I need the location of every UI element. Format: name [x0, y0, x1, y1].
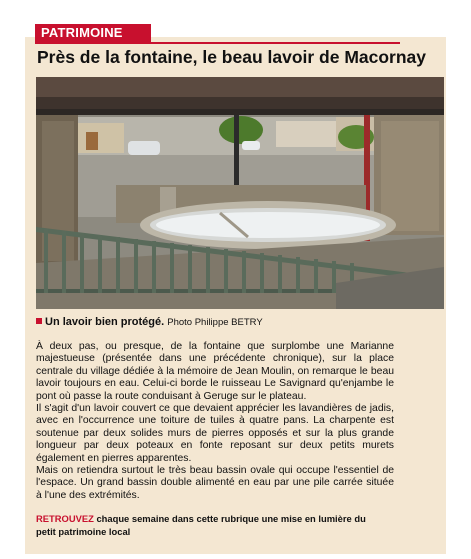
rubric-label: PATRIMOINE: [35, 24, 151, 42]
caption-bullet-icon: [36, 318, 42, 324]
footer-text: chaque semaine dans cette rubrique une mise en lumière du petit patrimoine local: [36, 513, 366, 537]
photo-caption: [36, 315, 444, 330]
rubric-footer: [36, 513, 366, 538]
footer-kicker: RETROUVEZ: [36, 513, 94, 524]
body-paragraph: À deux pas, ou presque, de la fontaine que surplombe une Marianne majestueuse (présentée dans une précédente chronique), sur la place centrale du village dédiée à la mémoire de Jean Moulin, on remarque le beau lavoir toujours en eau. Celui-ci borde le ruisseau Le Savignard qu'enjambe le pont où passe la route conduisant à Geruge sur le plateau.: [36, 341, 394, 402]
body-paragraph: Il s'agit d'un lavoir couvert ce que devaient apprécier les lavandières de jadis, avec en l'occurrence une toiture de tuiles à quatre pans. La charpente est soutenue par deux solides murs de pierres opposés et sur la plus grande longueur par deux poteaux en fonte reposant sur deux petits murets également en pierres apparentes.: [36, 403, 394, 464]
caption-lead: Un lavoir bien protégé.: [45, 316, 165, 328]
headline: Près de la fontaine, le beau lavoir de Macornay: [37, 47, 427, 67]
article-body: [36, 341, 394, 502]
lavoir-photo-illustration: [36, 77, 444, 309]
article-photo: [36, 77, 444, 309]
rubric-rule: [35, 42, 400, 44]
body-paragraph: Mais on retiendra surtout le très beau bassin ovale qui occupe l'essentiel de l'espace. Un grand bassin double alimenté en eau par une pile carrée située à l'une des extrémités.: [36, 465, 394, 501]
photo-credit: Photo Philippe BETRY: [167, 317, 263, 328]
